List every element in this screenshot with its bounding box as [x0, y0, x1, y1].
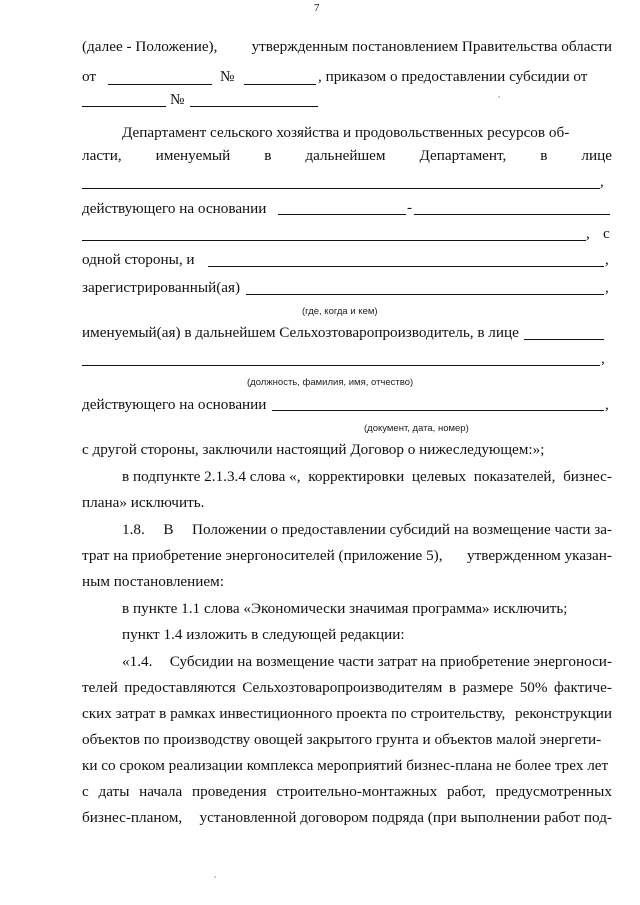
date-blank-1 — [108, 84, 212, 85]
comma-1: , — [600, 173, 604, 190]
quote-line-6: с даты начала проведения строительно-монтажных работ, предусмотренных — [82, 783, 612, 800]
representative-blank — [82, 188, 600, 189]
dept-line-1: Департамент сельского хозяйства и продовольственных ресурсов об- — [122, 124, 570, 141]
comma-5: , — [601, 350, 605, 367]
quote-line-1: «1.4. Субсидии на возмещение части затрат на приобретение энергоноси- — [122, 653, 612, 670]
dept-line-2: ласти, именуемый в дальнейшем Департамент, в лице — [82, 147, 612, 164]
caption-where: (где, когда и кем) — [302, 306, 378, 317]
one-side-label: одной стороны, и — [82, 251, 195, 268]
registration-blank — [246, 294, 604, 295]
number-blank-1 — [244, 84, 316, 85]
number-sign-2: № — [170, 91, 185, 108]
scan-speck — [498, 96, 500, 98]
dash: - — [407, 199, 413, 216]
section-1-8-line-3: ным постановлением: — [82, 573, 224, 590]
quote-line-3: ских затрат в рамках инвестиционного проекта по строительству, реконструкции — [82, 705, 612, 722]
registered-label: зарегистрированный(ая) — [82, 279, 241, 296]
point-1-4-line: пункт 1.4 изложить в следующей редакции: — [122, 626, 405, 643]
caption-position: (должность, фамилия, имя, отчество) — [247, 377, 414, 388]
acting-basis-label-2: действующего на основании — [82, 396, 267, 413]
other-side-line: с другой стороны, заключили настоящий Договор о нижеследующем:»; — [82, 441, 545, 458]
person-blank-1 — [524, 339, 604, 340]
basis-blank-4 — [272, 410, 604, 411]
page-number: 7 — [314, 2, 320, 14]
caption-doc: (документ, дата, номер) — [364, 423, 469, 434]
number-sign-1: № — [220, 68, 235, 85]
quote-line-4: объектов по производству овощей закрытого грунта и объектов малой энергети- — [82, 731, 602, 748]
point-1-1-line: в пункте 1.1 слова «Экономически значимая программа» исключить; — [122, 600, 568, 617]
line-1: (далее - Положение), утвержденным постановлением Правительства области — [82, 38, 612, 55]
quote-line-7: бизнес-планом, установленной договором подряда (при выполнении работ под- — [82, 809, 612, 826]
basis-blank-3 — [82, 240, 586, 241]
section-1-8-line-2: трат на приобретение энергоносителей (приложение 5), утвержденном указан- — [82, 547, 612, 564]
producer-blank — [208, 266, 604, 267]
quote-line-2: телей предоставляются Сельхозтоваропроизводителям в размере 50% фактиче- — [82, 679, 612, 696]
subparagraph-line-2: плана» исключить. — [82, 494, 205, 511]
scan-speck — [214, 876, 216, 878]
quote-line-5: ки со сроком реализации комплекса мероприятий бизнес-плана не более трех лет — [82, 757, 609, 774]
named-producer-line: именуемый(ая) в дальнейшем Сельхозтоваропроизводитель, в лице — [82, 324, 519, 341]
c-letter: с — [603, 225, 610, 242]
person-blank-2 — [82, 365, 600, 366]
date-blank-2 — [82, 106, 166, 107]
comma-4: , — [605, 279, 609, 296]
comma-2: , — [586, 225, 590, 242]
comma-3: , — [605, 251, 609, 268]
subparagraph-line-1: в подпункте 2.1.3.4 слова «, корректировки целевых показателей, бизнес- — [122, 468, 612, 485]
number-blank-2 — [190, 106, 318, 107]
comma-6: , — [605, 396, 609, 413]
acting-basis-label-1: действующего на основании — [82, 200, 267, 217]
basis-blank-2 — [414, 214, 610, 215]
basis-blank-1 — [278, 214, 406, 215]
order-text: , приказом о предоставлении субсидии от — [318, 68, 588, 85]
section-1-8-line-1: 1.8. В Положении о предоставлении субсидий на возмещение части за- — [122, 521, 612, 538]
from-label: от — [82, 68, 97, 85]
